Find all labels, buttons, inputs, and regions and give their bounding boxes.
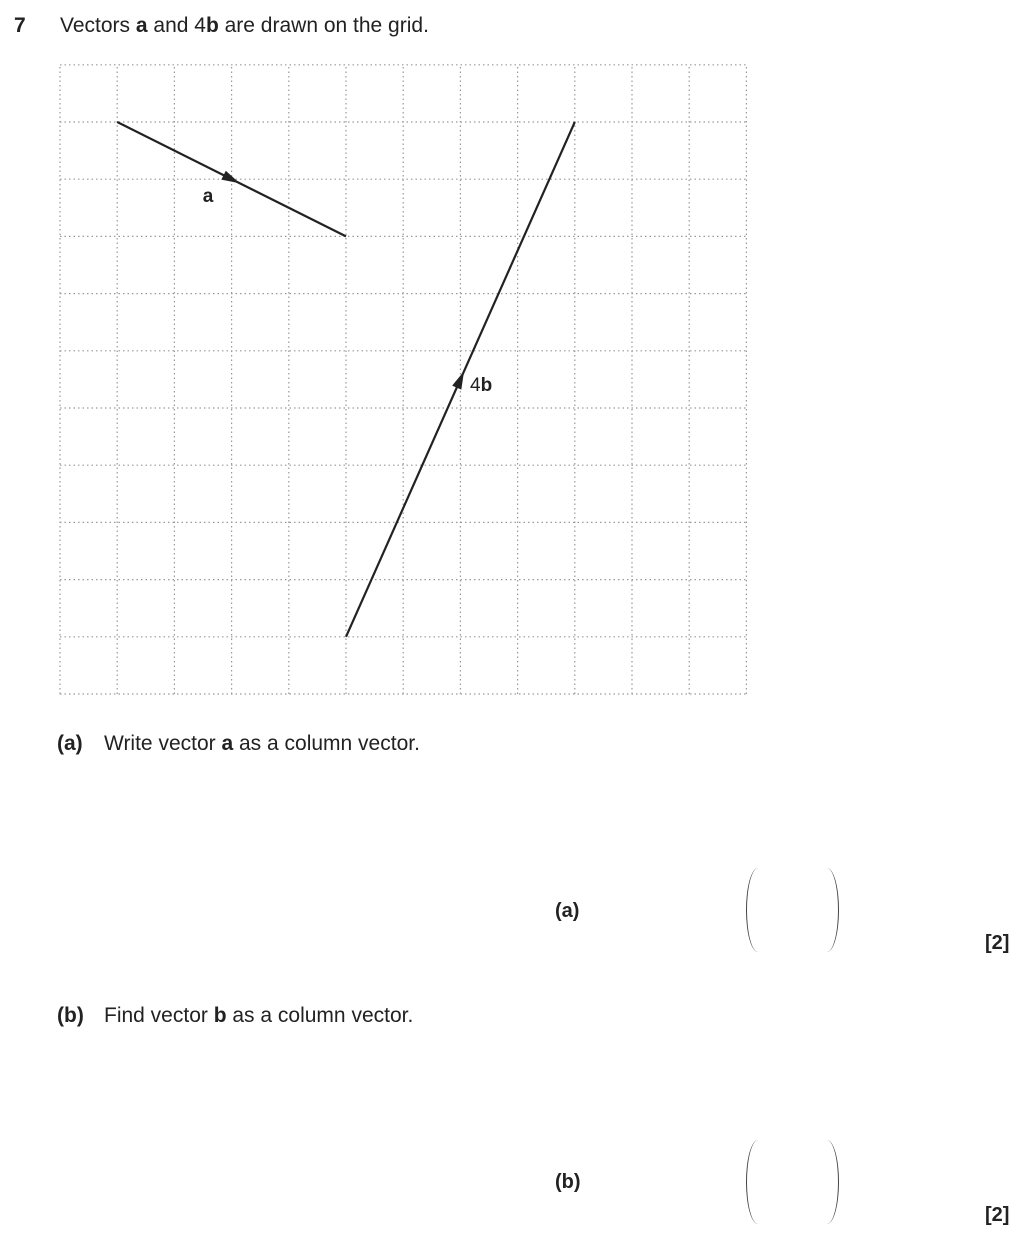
part-b-answer-label: (b) [555,1171,581,1193]
part-a-text-bold: a [221,732,234,755]
part-b-text [104,1004,413,1028]
part-a-text-post: as a column vector. [233,732,420,755]
vector-a-label: a [202,186,214,207]
part-a-label: (a) [57,732,83,755]
part-b-text-post: as a column vector. [226,1004,414,1027]
vectors-layer [117,122,575,637]
vector-4b-label [470,375,492,396]
part-a-text [104,732,420,756]
vector-a-arrowhead [221,171,239,184]
part-b-text-pre: Find vector [104,1004,214,1027]
part-a-text-pre: Write vector [104,732,222,755]
question-text-pre: Vectors [60,14,136,37]
part-b-text-bold: b [213,1004,227,1027]
part-b-right-bracket [826,1140,839,1224]
question-text-b: b [205,14,219,37]
part-b-label: (b) [57,1004,84,1027]
question-text-mid: and 4 [147,14,206,37]
part-b-left-bracket [746,1140,759,1224]
vector-4b-label-prefix: 4 [470,375,481,396]
vector-4b-label-bold: b [480,375,493,396]
question-number: 7 [14,14,26,37]
part-a-marks: [2] [985,932,1010,954]
question-text-post: are drawn on the grid. [218,14,429,37]
question-text-a: a [135,14,148,37]
grid-lines [60,65,746,694]
part-a-left-bracket [746,868,759,952]
vector-4b-arrowhead [452,371,464,389]
part-a-answer-label: (a) [555,900,580,922]
part-b-marks: [2] [985,1204,1010,1226]
part-a-right-bracket [826,868,839,952]
